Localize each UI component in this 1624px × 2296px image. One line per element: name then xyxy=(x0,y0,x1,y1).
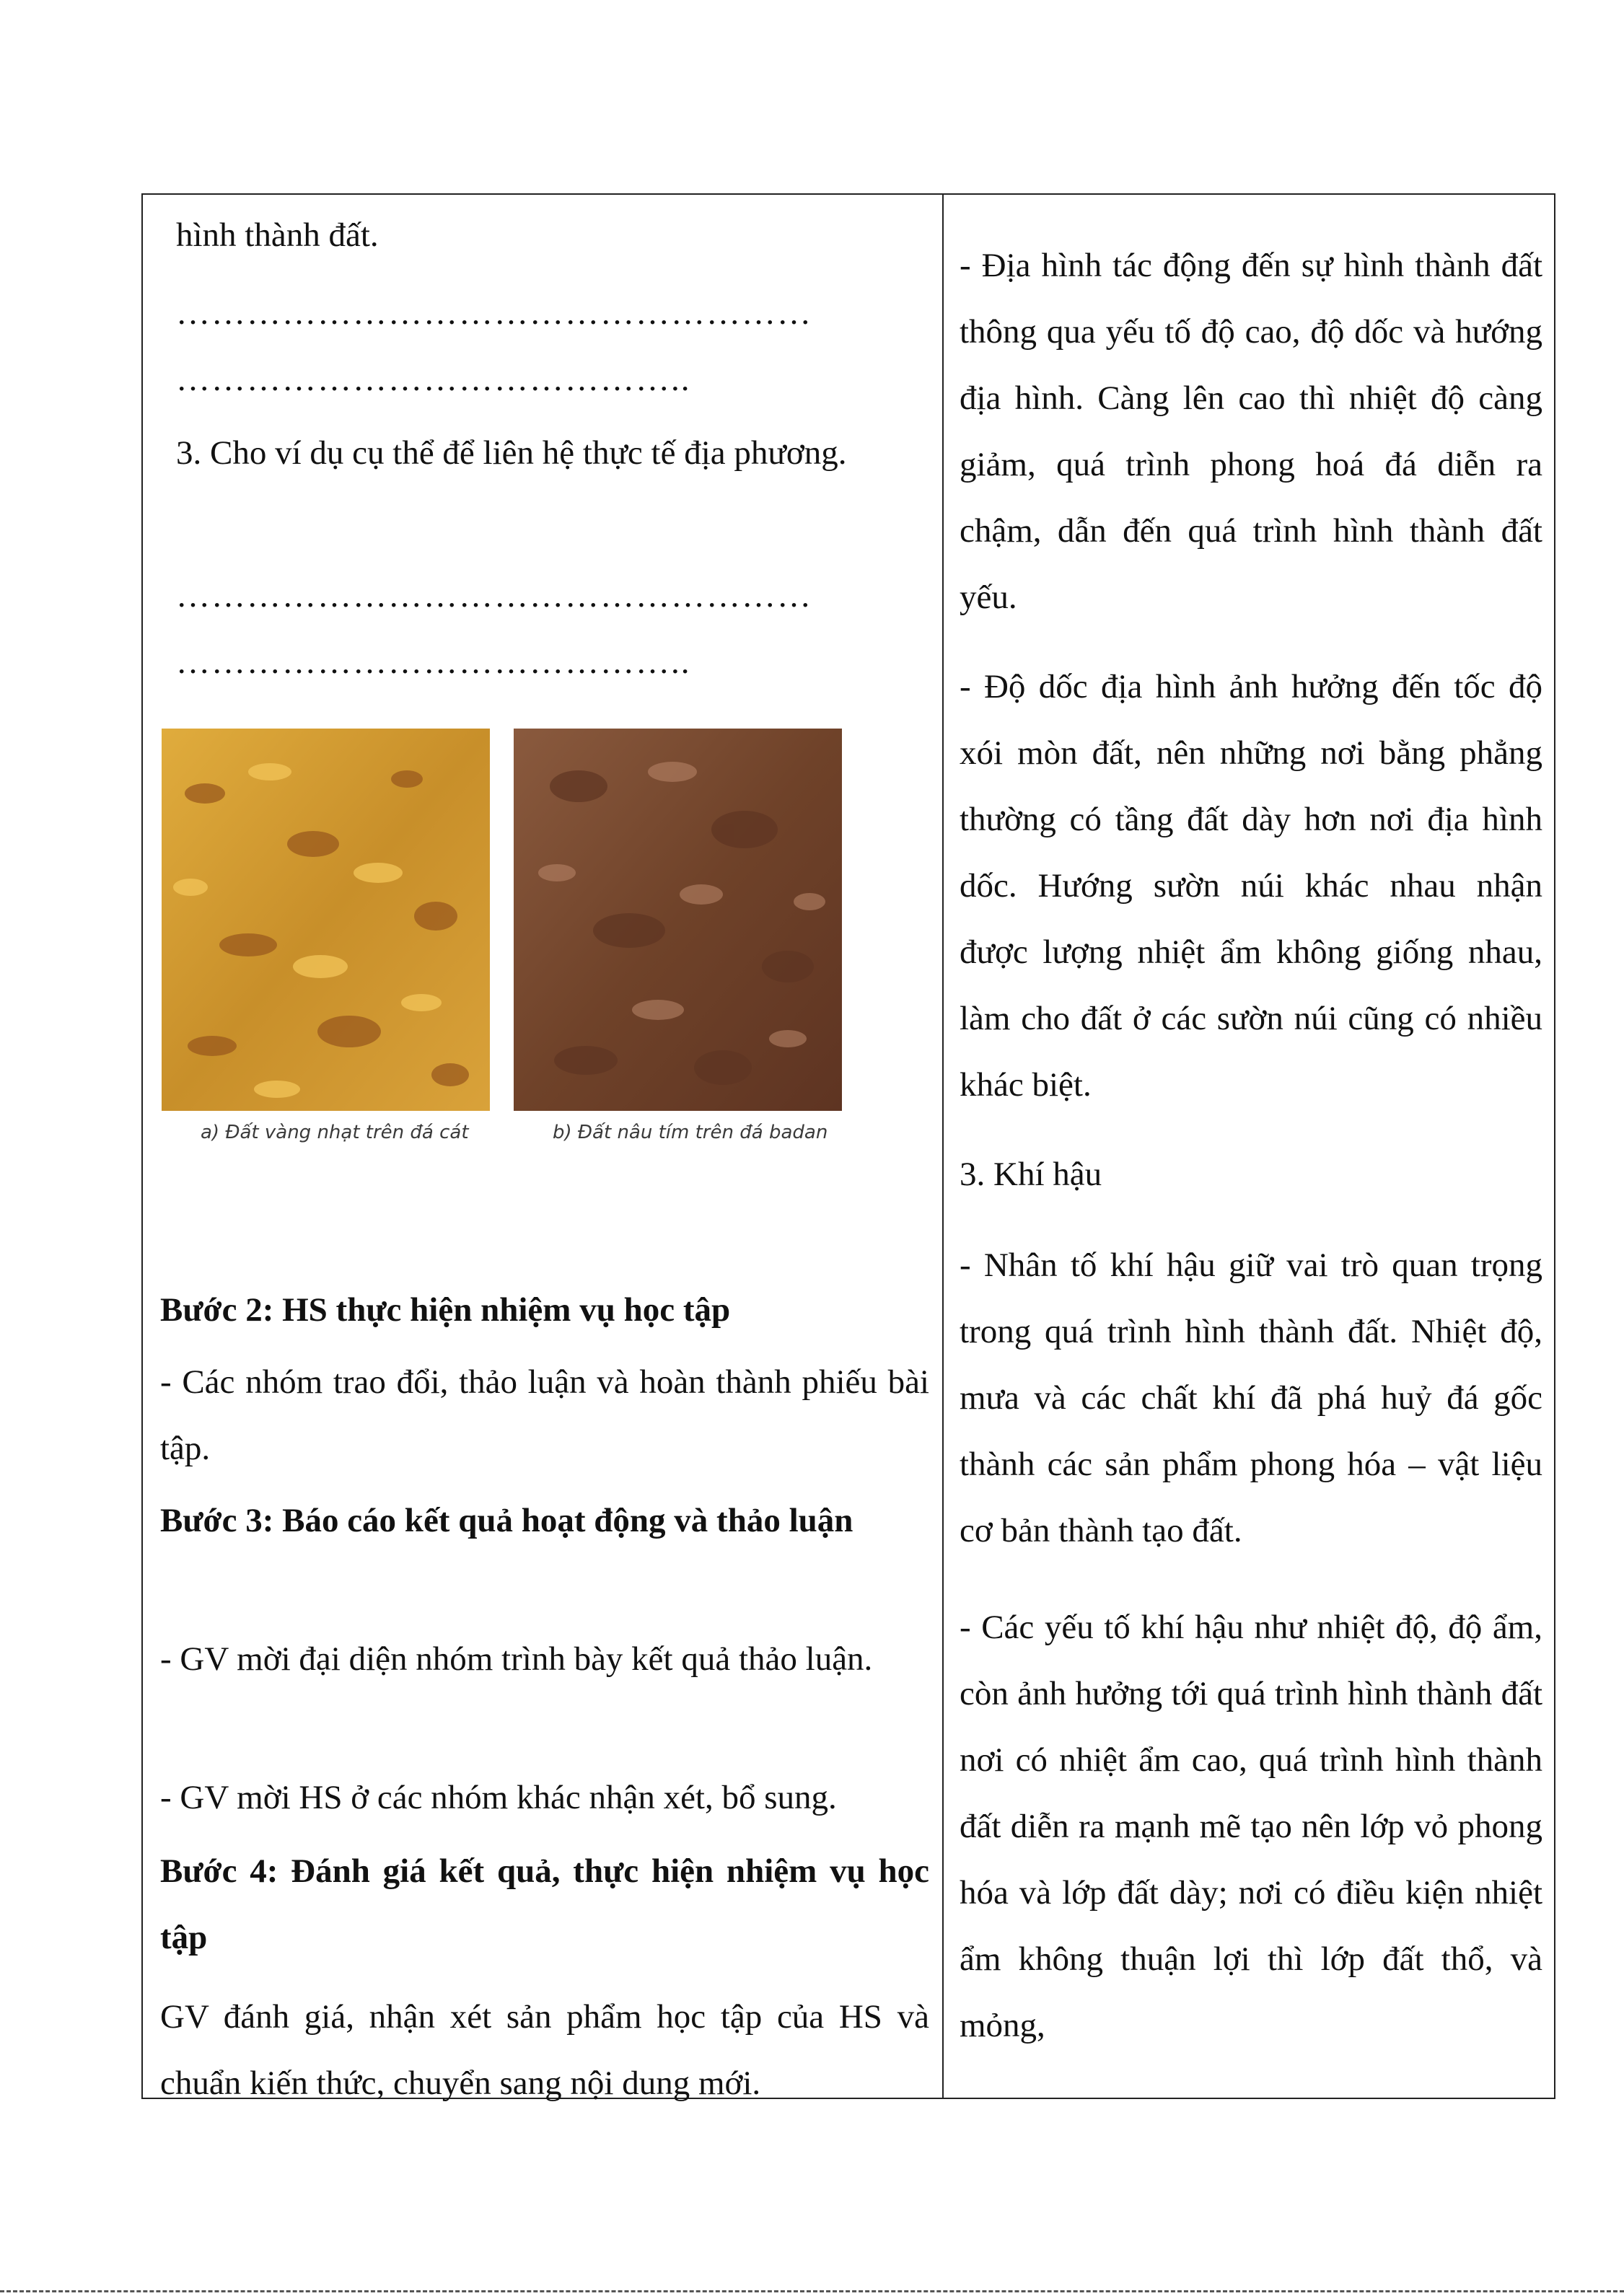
basalt-soil-image xyxy=(514,729,842,1111)
question-3: 3. Cho ví dụ cụ thể để liên hệ thực tế địa phương. xyxy=(176,434,847,472)
answer-line-4: …………………………………….. xyxy=(176,643,691,681)
answer-line-1: ……………………………………………… xyxy=(176,294,812,332)
answer-line-3: ……………………………………………… xyxy=(176,577,812,615)
activity-column xyxy=(143,195,942,2102)
page-bottom-rule xyxy=(0,2290,1624,2292)
lead-line: hình thành đất. xyxy=(176,216,379,254)
terrain-paragraph-2: - Độ dốc địa hình ảnh hưởng đến tốc độ xói mòn đất, nên những nơi bằng phẳng thường có tầng đất dày hơn nơi địa hình dốc. Hướng sườn núi khác nhau nhận được lượng nhiệt ẩm không giống nhau, làm cho đất ở các sườn núi cũng có nhiều khác biệt. xyxy=(960,668,1542,1104)
answer-line-2: …………………………………….. xyxy=(176,361,691,398)
step-3-text-2: - GV mời HS ở các nhóm khác nhận xét, bổ sung. xyxy=(160,1779,837,1816)
sandstone-soil-image xyxy=(162,729,490,1111)
climate-heading: 3. Khí hậu xyxy=(960,1156,1102,1193)
image-b-caption: b) Đất nâu tím trên đá badan xyxy=(553,1122,828,1143)
climate-paragraph-1: - Nhân tố khí hậu giữ vai trò quan trọng trong quá trình hình thành đất. Nhiệt độ, mưa và các chất khí đã phá huỷ đá gốc thành các sản phẩm phong hóa – vật liệu cơ bản thành tạo đất. xyxy=(960,1246,1542,1549)
climate-paragraph-2: - Các yếu tố khí hậu như nhiệt độ, độ ẩm, còn ảnh hưởng tới quá trình hình thành đất nơi có nhiệt ẩm cao, quá trình hình thành đất diễn ra mạnh mẽ tạo nên lớp vỏ phong hóa và lớp đất dày; nơi có điều kiện nhiệt ẩm không thuận lợi thì lớp đất thổ, và mỏng, xyxy=(960,1609,1542,2044)
image-a-caption: a) Đất vàng nhạt trên đá cát xyxy=(201,1122,469,1143)
step-2-text: - Các nhóm trao đổi, thảo luận và hoàn thành phiếu bài tập. xyxy=(160,1363,929,1467)
terrain-paragraph-1: - Địa hình tác động đến sự hình thành đất thông qua yếu tố độ cao, độ dốc và hướng địa hình. Càng lên cao thì nhiệt độ càng giảm, quá trình phong hoá đá diễn ra chậm, dẫn đến quá trình hình thành đất yếu. xyxy=(960,247,1542,616)
step-3-title: Bước 3: Báo cáo kết quả hoạt động và thảo luận xyxy=(160,1502,853,1539)
step-3-text-1: - GV mời đại diện nhóm trình bày kết quả thảo luận. xyxy=(160,1640,873,1678)
step-4-text: GV đánh giá, nhận xét sản phẩm học tập của HS và chuẩn kiến thức, chuyển sang nội dung mới. xyxy=(160,1998,929,2102)
step-2-title: Bước 2: HS thực hiện nhiệm vụ học tập xyxy=(160,1291,731,1329)
content-column xyxy=(944,195,1557,2098)
lesson-table xyxy=(141,193,1555,2102)
step-4-title: Bước 4: Đánh giá kết quả, thực hiện nhiệm vụ học tập xyxy=(160,1852,929,1956)
